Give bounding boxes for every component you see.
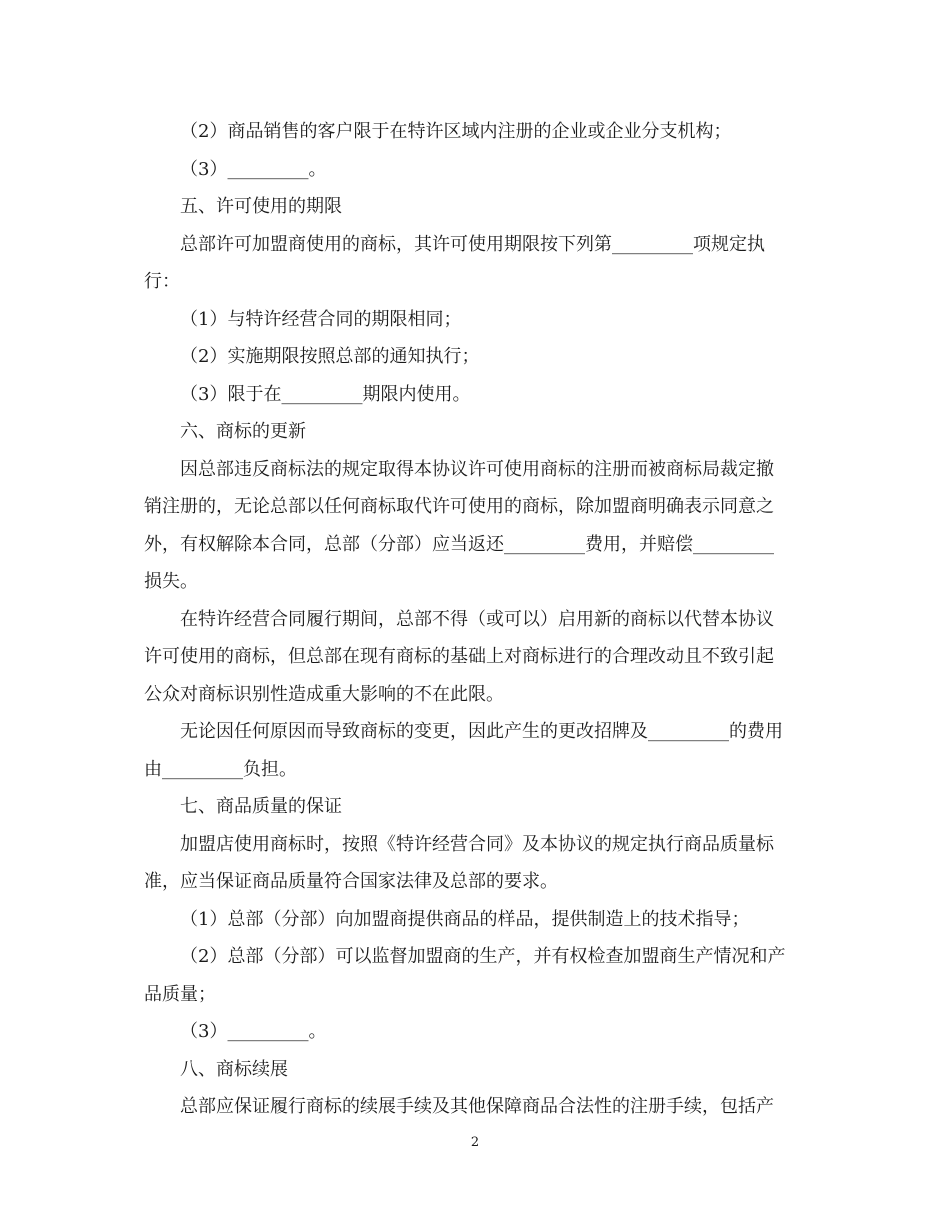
paragraph-p10 xyxy=(144,601,804,714)
paragraph-line: （1）与特许经营合同的期限相同； xyxy=(180,308,462,330)
paragraph-line: 行： xyxy=(144,271,180,292)
paragraph-p12 xyxy=(144,788,804,826)
paragraph-p2 xyxy=(144,151,804,189)
paragraph-line: （2）总部（分部）可以监督加盟商的生产，并有权检查加盟商生产情况和产 xyxy=(180,946,786,967)
paragraph-line: 总部许可加盟商使用的商标，其许可使用期限按下列第_________项规定执 xyxy=(180,233,765,255)
paragraph-p15 xyxy=(144,938,804,1013)
paragraph-line: 损失。 xyxy=(144,571,198,592)
paragraph-line: 在特许经营合同履行期间，总部不得（或可以）启用新的商标以代替本协议 xyxy=(180,608,774,630)
paragraph-line: （1）总部（分部）向加盟商提供商品的样品，提供制造上的技术指导； xyxy=(180,908,750,930)
paragraph-p18 xyxy=(144,1088,804,1126)
paragraph-p9 xyxy=(144,451,804,601)
paragraph-line: （3）_________。 xyxy=(180,1021,327,1042)
paragraph-line: 总部应保证履行商标的续展手续及其他保障商品合法性的注册手续，包括产 xyxy=(180,1096,774,1117)
paragraph-line: （2）商品销售的客户限于在特许区域内注册的企业或企业分支机构； xyxy=(180,121,732,142)
paragraph-line: 因总部违反商标法的规定取得本协议许可使用商标的注册而被商标局裁定撤 xyxy=(180,458,774,480)
paragraph-line: 七、商品质量的保证 xyxy=(180,796,342,817)
paragraph-line: （3）_________。 xyxy=(180,158,327,180)
paragraph-line: 无论因任何原因而导致商标的变更，因此产生的更改招牌及_________的费用 xyxy=(180,721,783,742)
paragraph-p14 xyxy=(144,901,804,939)
paragraph-line: 许可使用的商标，但总部在现有商标的基础上对商标进行的合理改动且不致引起 xyxy=(144,646,774,667)
paragraph-p6 xyxy=(144,338,804,376)
paragraph-p5 xyxy=(144,301,804,339)
paragraph-line: 八、商标续展 xyxy=(180,1058,288,1080)
paragraph-line: 公众对商标识别性造成重大影响的不在此限。 xyxy=(144,683,504,705)
page-number: 2 xyxy=(470,1135,480,1150)
paragraph-line: 准，应当保证商品质量符合国家法律及总部的要求。 xyxy=(144,871,558,892)
paragraph-p8 xyxy=(144,413,804,451)
paragraph-line: （3）限于在_________期限内使用。 xyxy=(180,383,471,405)
paragraph-p4 xyxy=(144,226,804,301)
document-body xyxy=(144,113,804,1126)
paragraph-line: 加盟店使用商标时，按照《特许经营合同》及本协议的规定执行商品质量标 xyxy=(180,833,774,855)
paragraph-p7 xyxy=(144,376,804,414)
paragraph-p1 xyxy=(144,113,804,151)
paragraph-p16 xyxy=(144,1013,804,1051)
paragraph-line: 五、许可使用的期限 xyxy=(180,196,342,217)
paragraph-p17 xyxy=(144,1051,804,1089)
paragraph-line: 外，有权解除本合同，总部（分部）应当返还_________费用，并赔偿_________ xyxy=(144,533,774,555)
paragraph-line: （2）实施期限按照总部的通知执行； xyxy=(180,346,480,367)
paragraph-line: 品质量； xyxy=(144,983,216,1005)
paragraph-p13 xyxy=(144,826,804,901)
paragraph-line: 销注册的，无论总部以任何商标取代许可使用的商标，除加盟商明确表示同意之 xyxy=(144,496,774,517)
paragraph-line: 六、商标的更新 xyxy=(180,421,306,442)
paragraph-p3 xyxy=(144,188,804,226)
paragraph-p11 xyxy=(144,713,804,788)
paragraph-line: 由_________负担。 xyxy=(144,758,297,780)
